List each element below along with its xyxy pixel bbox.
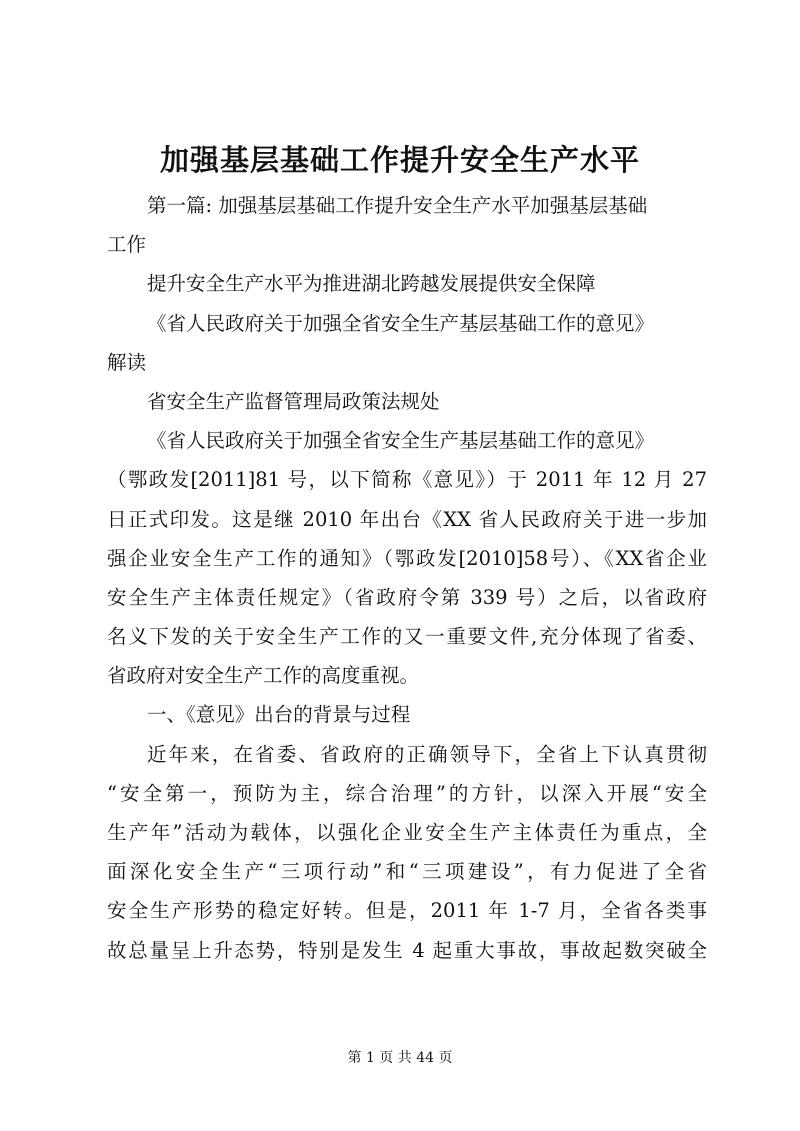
section-heading: 一、《意见》出台的背景与过程 (147, 703, 411, 727)
paragraph-line: 解读 (107, 350, 147, 374)
paragraph-line: 工作 (107, 233, 147, 257)
paragraph-line: 面深化安全生产“三项行动”和“三项建设”，有力促进了全省 (107, 860, 707, 884)
paragraph-line: 强企业安全生产工作的通知》（鄂政发[2010]58号）、《XX省企业 (107, 546, 707, 570)
page-footer: 第 1 页 共 44 页 (347, 1050, 453, 1066)
paragraph-line: 第一篇: 加强基层基础工作提升安全生产水平加强基层基础 (147, 194, 648, 217)
paragraph-line: 《省人民政府关于加强全省安全生产基层基础工作的意见》 (147, 429, 655, 453)
paragraph-line: 名义下发的关于安全生产工作的又一重要文件,充分体现了省委、 (107, 625, 707, 649)
paragraph-line: 日正式印发。这是继 2010 年出台《XX 省人民政府关于进一步加 (107, 507, 707, 531)
paragraph-line: 故总量呈上升态势，特别是发生 4 起重大事故，事故起数突破全 (107, 938, 707, 962)
paragraph-line: 提升安全生产水平为推进湖北跨越发展提供安全保障 (147, 272, 596, 296)
paragraph-line: 省安全生产监督管理局政策法规处 (147, 389, 440, 413)
paragraph-line: 安全生产形势的稳定好转。但是，2011 年 1-7 月，全省各类事 (107, 899, 707, 923)
document-title: 加强基层基础工作提升安全生产水平 (159, 143, 640, 177)
paragraph-line: 生产年”活动为载体，以强化企业安全生产主体责任为重点，全 (107, 821, 707, 844)
paragraph-line: 安全生产主体责任规定》（省政府令第 339 号）之后，以省政府 (107, 585, 707, 609)
document-body (107, 186, 707, 970)
paragraph-line: 近年来，在省委、省政府的正确领导下，全省上下认真贯彻 (147, 742, 707, 766)
paragraph-line: 省政府对安全生产工作的高度重视。 (107, 664, 420, 688)
paragraph-line: 《省人民政府关于加强全省安全生产基层基础工作的意见》 (147, 311, 655, 335)
paragraph-line: （鄂政发[2011]81 号，以下简称《意见》）于 2011 年 12 月 27 (107, 468, 707, 492)
paragraph-line: “安全第一，预防为主，综合治理”的方针，以深入开展“安全 (107, 781, 707, 805)
